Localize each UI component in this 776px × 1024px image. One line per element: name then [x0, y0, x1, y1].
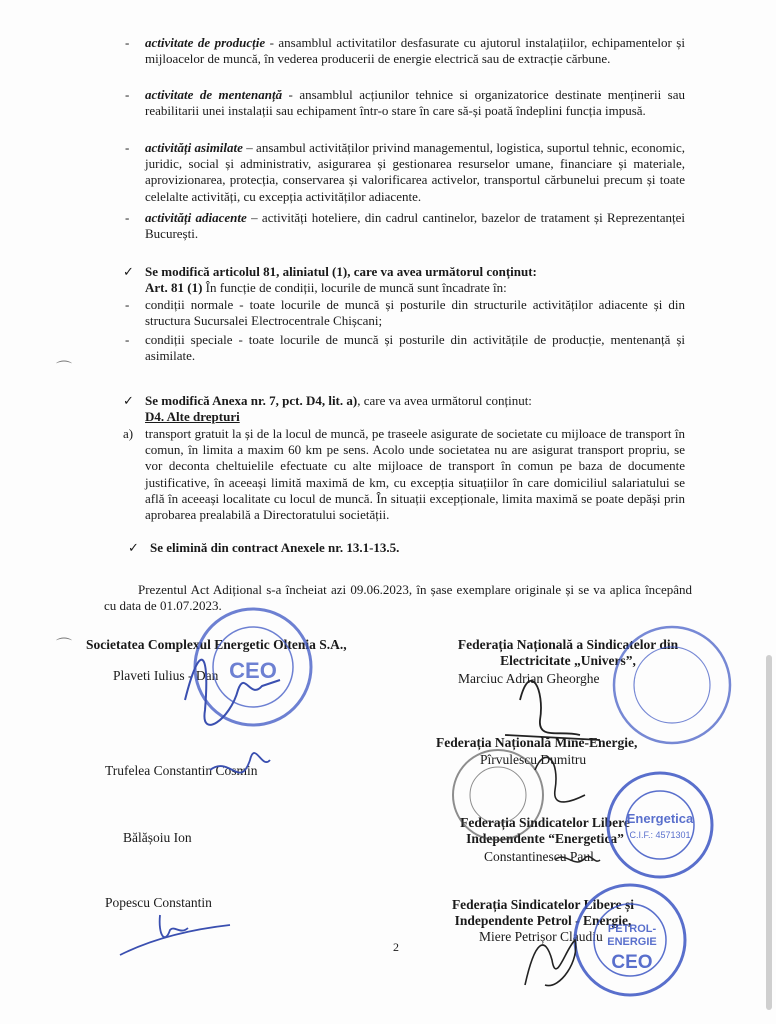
page-number: 2: [393, 940, 399, 954]
signatory-name: Constantinescu Paul: [484, 849, 594, 864]
term: activități asimilate: [145, 140, 243, 155]
definition-item-adjacent: - activități adiacente – activități hoteliere, din cadrul cantinelor, bazelor de tratament și Reprezentanței București.: [125, 210, 685, 242]
signature-scribble: [210, 753, 270, 773]
art81-heading: ✓ Se modifică articolul 81, aliniatul (1), care va avea următorul conținut:: [123, 264, 537, 279]
right-organization: Federația Națională Mine-Energie,: [436, 735, 638, 750]
stamp-univers: [614, 627, 730, 743]
definition-item-production: - activitate de producție - ansamblul activitatilor desfasurate cu ajutorul instalațiilor, echipamentelor și mijloacelor de muncă, în vederea producerii de energie electrică sau de extracție cărbune.: [125, 35, 685, 67]
stamp-text: PETROL-: [607, 923, 657, 935]
stamp-text: CEO: [611, 952, 653, 973]
term: activitate de producție: [145, 35, 266, 50]
signatory-name: Bălășoiu Ion: [123, 830, 192, 845]
art81-subtext: Art. 81 (1) În funcție de condiții, locurile de muncă sunt încadrate în:: [145, 280, 507, 295]
anexa7-heading: ✓ Se modifică Anexa nr. 7, pct. D4, lit. a), care va avea următorul conținut:: [123, 393, 532, 408]
stamp-mine-energie: [453, 750, 543, 840]
stamp-complexul-energetic: [195, 609, 311, 725]
signatory-name: Pîrvulescu Dumitru: [480, 752, 587, 767]
margin-scribble: ⌒: [56, 361, 73, 378]
signatory-name: Trufelea Constantin Cosmin: [105, 763, 258, 778]
art81-normal-conditions: - condiții normale - toate locurile de muncă și posturile din structurile activităților adiacente și din structura Sucursalei Electrocentrale Chișcani;: [125, 297, 685, 329]
anexa7-subtitle: D4. Alte drepturi: [145, 409, 240, 424]
scrollbar[interactable]: [766, 655, 772, 1010]
signature-scribble: [525, 940, 576, 986]
signatory-name: Miere Petrișor Claudiu: [479, 929, 603, 944]
signature-scribble: [555, 856, 600, 862]
left-organization: Societatea Complexul Energetic Oltenia S.A.,: [86, 637, 347, 652]
check-icon: ✓: [128, 540, 139, 555]
definition-item-maintenance: - activitate de mentenanță - ansamblul acțiunilor tehnice si organizatorice destinate menținerii sau reabilitarii unei instalații sau echipament într-o stare în care să-și poată îndeplini funcția impusă.: [125, 87, 685, 119]
term: activitate de mentenanță: [145, 87, 283, 102]
anexa7-item-a: a) transport gratuit la și de la locul de muncă, pe traseele asigurate de societate cu mijloace de transport în comun, în limita a maxim 60 km pe sens. Acolo unde societatea nu are asigurat transport propriu, se vor deconta cheltuielile efectuate cu alte mijloace de transport în comun pe baza de documente justificative, în aceeași limită maximă de km, cu excepția situațiilor în care domiciliul salariatului se află în aceeași localitate cu locul de muncă. În situații excepționale, limita maximă se poate depăși prin aprobarea prealabilă a Directoratului societății.: [123, 426, 685, 523]
stamp-text: CEO: [229, 658, 277, 683]
right-organization: Federația Națională a Sindicatelor din Electricitate „Univers”,: [457, 637, 679, 668]
signatory-name: Marciuc Adrian Gheorghe: [458, 671, 600, 686]
stamp-petrol-energie: [575, 885, 685, 995]
closing-paragraph: Prezentul Act Adițional s-a încheiat azi 09.06.2023, în șase exemplare originale și se va aplica începând cu data de 01.07.2023.: [104, 582, 692, 614]
signature-scribble: [505, 681, 600, 740]
right-organization: Federația Sindicatelor Libere și Independente Petrol - Energie,: [451, 897, 635, 928]
stamp-text: ENERGIE: [607, 936, 657, 948]
signatory-name: Plaveti Iulius - Dan: [113, 668, 219, 683]
anexe13-removal: ✓ Se elimină din contract Anexele nr. 13.1-13.5.: [128, 540, 400, 555]
signatory-name: Popescu Constantin: [105, 895, 212, 910]
stamp-energetica: [608, 773, 712, 877]
check-icon: ✓: [123, 264, 134, 279]
stamp-text: C.I.F.: 4571301: [629, 830, 691, 840]
term: activități adiacente: [145, 210, 247, 225]
definition-item-assimilated: - activități asimilate – ansambul activităților privind managementul, logistica, suportul tehnic, economic, juridic, social și administrativ, asigurarea și gestionarea resurselor umane, financiare și materiale, aprovizionarea, protecția, conservarea și valorificarea activelor, transportul cărbunelui precum și toate celelalte activități, cu excepția activităților adiacente.: [125, 140, 686, 204]
right-organization: Federația Sindicatelor Libere Independente “Energetica”: [460, 815, 630, 846]
signature-scribble: [120, 915, 230, 955]
margin-scribble: ⌒: [56, 638, 73, 655]
art81-special-conditions: - condiții speciale - toate locurile de muncă și posturile din activitățile de producție, mentenanță și asimilate.: [125, 332, 685, 364]
stamp-text: Energetica: [626, 811, 694, 826]
check-icon: ✓: [123, 393, 134, 408]
